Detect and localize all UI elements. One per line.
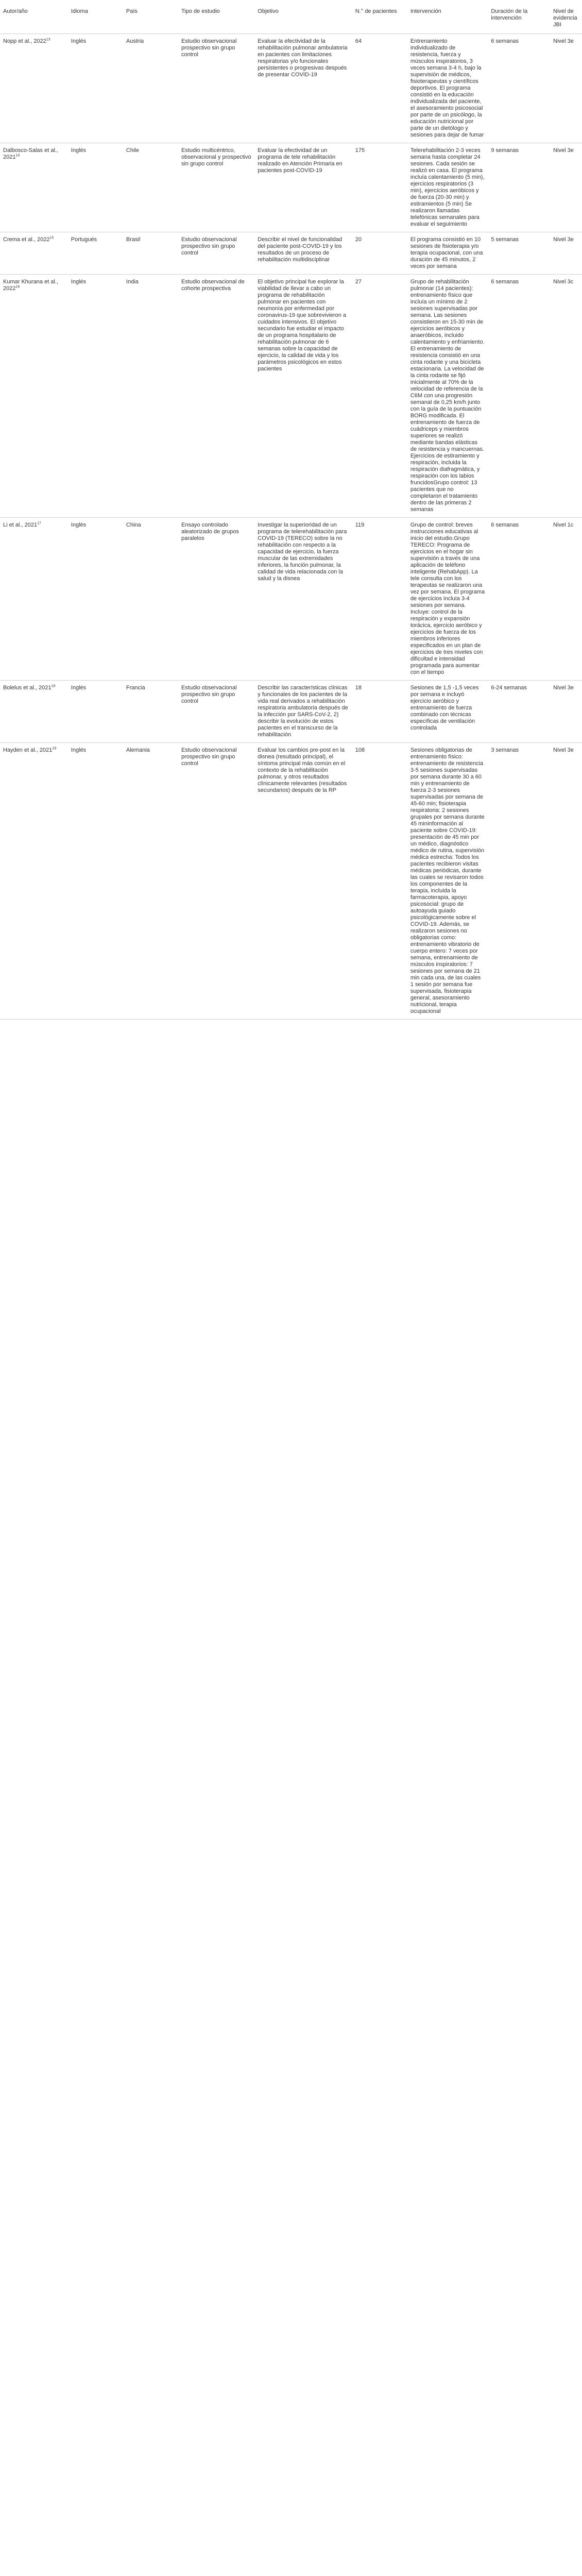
cell-objective: Evaluar la efectividad de un programa de tele rehabilitación realizado en Atención Primaria en pacientes post-COVID-19 xyxy=(258,147,343,174)
cell-patients: 18 xyxy=(355,685,362,691)
cell-country: India xyxy=(126,279,139,285)
header-patients: N.° de pacientes xyxy=(355,8,397,14)
cell-country: China xyxy=(126,522,141,528)
cell-duration: 5 semanas xyxy=(491,236,519,243)
cell-intervention: Grupo de rehabilitación pulmonar (14 pacientes): entrenamiento físico que incluía un mínimo de 2 sesiones supervisadas por semana. Las sesiones consistieron en 15-30 min de ejercicios aeróbicos y anaeróbicos, incluido calentamiento y enfriamiento. El entrenamiento de resistencia consistió en una cinta rodante y una bicicleta estacionaria. La velocidad de la cinta rodante se fijó inicialmente al 70% de la velocidad de referencia de la C6M con una progresión semanal de 0,25 km/h junto con la guía de la puntuación BORG modificada. El entrenamiento de fuerza de cuádriceps y miembros superiores se realizó mediante bandas elásticas de resistencia y mancuernas. Ejercicios de estiramiento y respiración, incluida la respiración diafragmática, y respiración con los labios fruncidosGrupo control: 13 pacientes que no completaron el tratamiento dentro de las primeras 2 semanas xyxy=(410,279,485,513)
cell-patients: 108 xyxy=(355,747,365,753)
table-row xyxy=(0,681,582,743)
reference-number: 13 xyxy=(46,38,50,42)
cell-intervention: El programa consistió en 10 sesiones de fisioterapia y/o terapia ocupacional, con una duración de 45 minutos, 2 veces por semana xyxy=(410,236,483,269)
cell-country: Austria xyxy=(126,38,144,44)
author-name: Kumar Khurana et al., 2022 xyxy=(3,279,59,292)
cell-patients: 175 xyxy=(355,147,365,154)
cell-study-type: Estudio observacional prospectivo sin grupo control xyxy=(181,38,237,58)
cell-study-type: Estudio observacional prospectivo sin grupo control xyxy=(181,236,237,256)
cell-evidence-level: Nivel 3e xyxy=(553,147,574,154)
cell-evidence-level: Nivel 3c xyxy=(553,279,574,285)
cell-author xyxy=(0,232,68,275)
table-row xyxy=(0,232,582,275)
header-language: Idioma xyxy=(71,8,88,14)
cell-country: Chile xyxy=(126,147,139,154)
cell-intervention: Sesiones de 1,5 -1,5 veces por semana e incluyó ejercicio aeróbico y entrenamiento de fuerza combinado con técnicas específicas de ventilación controlada xyxy=(410,685,479,731)
cell-author xyxy=(0,34,68,143)
cell-author xyxy=(0,143,68,232)
studies-table xyxy=(0,0,582,1020)
table-row xyxy=(0,518,582,681)
cell-duration: 3 semanas xyxy=(491,747,519,753)
cell-evidence-level: Nivel 1c xyxy=(553,522,574,528)
header-duration: Duración de la intervención xyxy=(491,8,528,21)
cell-author xyxy=(0,743,68,1020)
author-name: Nopp et al., 2022 xyxy=(3,38,46,44)
cell-language: Inglés xyxy=(71,747,87,753)
reference-number: 16 xyxy=(15,285,20,289)
header-intervention: Intervención xyxy=(410,8,441,14)
header-objective: Objetivo xyxy=(258,8,279,14)
cell-objective: Evaluar los cambios pre-post en la disnea (resultado principal), el síntoma principal más común en el contexto de la rehabilitación pulmonar, y otros resultados clínicamente relevantes (resultados secundarios) después de la RP xyxy=(258,747,347,793)
header-author: Autor/año xyxy=(3,8,28,14)
cell-intervention: Entrenamiento individualizado de resistencia, fuerza y músculos inspiratorios, 3 veces semana 3-4 h, bajo la supervisión de médicos, fisioterapeutas y científicos deportivos. El programa consistió en la educación individualizada del paciente, el asesoramiento psicosocial por parte de un psicólogo, la educación nutricional por parte de un dietólogo y sesiones para dejar de fumar xyxy=(410,38,484,138)
reference-number: 15 xyxy=(49,236,54,240)
reference-number: 18 xyxy=(51,684,56,688)
cell-duration: 6-24 semanas xyxy=(491,685,527,691)
author-name: Bolelus et al., 2021 xyxy=(3,685,52,691)
cell-study-type: Estudio observacional prospectivo sin grupo control xyxy=(181,747,237,767)
author-name: Hayden et al., 2021 xyxy=(3,747,53,753)
cell-patients: 119 xyxy=(355,522,365,528)
cell-author xyxy=(0,518,68,681)
reference-number: 19 xyxy=(52,747,57,751)
cell-study-type: Estudio observacional de cohorte prospectiva xyxy=(181,279,245,292)
cell-country: Alemania xyxy=(126,747,150,753)
cell-objective: Describir el nivel de funcionalidad del paciente post-COVID-19 y los resultados de un proceso de rehabilitación multidisciplinar xyxy=(258,236,343,263)
cell-duration: 6 semanas xyxy=(491,38,519,44)
cell-study-type: Estudio observacional prospectivo sin grupo control xyxy=(181,685,237,704)
cell-author xyxy=(0,275,68,518)
cell-objective: Investigar la superioridad de un programa de telerehabilitación para COVID-19 (TERECO) sobre la no rehabilitación con respecto a la capacidad de ejercicio, la fuerza muscular de las extremidades inferiores, la función pulmonar, la calidad de vida relacionada con la salud y la disnea xyxy=(258,522,347,582)
header-study-type: Tipo de estudio xyxy=(181,8,220,14)
cell-intervention: Sesiones obligatorias de entrenamiento físico: entrenamiento de resistencia 3-5 sesiones supervisadas por semana durante 30 a 60 min y entrenamiento de fuerza 2-3 sesiones supervisadas por semana de 45-60 min; fisioterapia respiratoria: 2 sesiones grupales por semana durante 45 minInformación al paciente sobre COVID-19: presentación de 45 min por un médico, diagnóstico médico de rutina, supervisión médica estrecha: Todos los pacientes recibieron visitas médicas periódicas, durante las cuales se revisaron todos los componentes de la terapia, incluida la farmacoterapia, apoyo psicosocial: grupo de autoayuda guiado psicológicamente sobre el COVID-19. Además, se realizaron sesiones no obligatorias como: entrenamiento vibratorio de cuerpo entero: 7 veces por semana, entrenamiento de músculos inspiratorios: 7 sesiones por semana de 21 min cada una, de las cuales 1 sesión por semana fue supervisada, fisioterapia general, asesoramiento nutricional, terapia ocupacional xyxy=(410,747,485,1014)
cell-language: Inglés xyxy=(71,685,87,691)
cell-duration: 6 semanas xyxy=(491,522,519,528)
cell-author xyxy=(0,681,68,743)
header-country: País xyxy=(126,8,138,14)
cell-language: Portugués xyxy=(71,236,97,243)
cell-evidence-level: Nivel 3e xyxy=(553,38,574,44)
cell-patients: 27 xyxy=(355,279,362,285)
cell-study-type: Ensayo controlado aleatorizado de grupos paralelos xyxy=(181,522,239,541)
cell-language: Inglés xyxy=(71,279,87,285)
cell-objective: Describir las características clínicas y funcionales de los pacientes de la vida real derivados a rehabilitación respiratoria ambulatoria después de la infección por SARS-CoV-2, 2) describir la evolución de estos pacientes en el transcurso de la rehabilitación xyxy=(258,685,348,738)
cell-intervention: Grupo de control: breves instrucciones educativas al inicio del estudio.Grupo TERECO: Programa de ejercicios en el hogar sin supervisión a través de una aplicación de teléfono inteligente (RehabApp). La tele consulta con los terapeutas se realizaron una vez por semana. El programa de ejercicios incluía 3-4 sesiones por semana. Incluye: control de la respiración y expansión torácica, ejercicio aeróbico y ejercicios de fuerza de los miembros inferiores especificados en un plan de ejercicios de tres niveles con dificultad e intensidad programada para aumentar con el tiempo xyxy=(410,522,485,675)
table-row xyxy=(0,743,582,1020)
cell-patients: 20 xyxy=(355,236,362,243)
cell-study-type: Estudio multicéntrico, observacional y prospectivo sin grupo control xyxy=(181,147,251,167)
cell-duration: 6 semanas xyxy=(491,279,519,285)
cell-country: Brasil xyxy=(126,236,141,243)
reference-number: 14 xyxy=(15,154,20,158)
cell-country: Francia xyxy=(126,685,145,691)
cell-evidence-level: Nivel 3e xyxy=(553,747,574,753)
cell-evidence-level: Nivel 3e xyxy=(553,236,574,243)
cell-objective: Evaluar la efectividad de la rehabilitación pulmonar ambulatoria en pacientes con limitaciones respiratorias y/o funcionales persistentes o progresivas después de presentar COVID-19 xyxy=(258,38,348,78)
cell-duration: 9 semanas xyxy=(491,147,519,154)
cell-language: Inglés xyxy=(71,147,87,154)
cell-language: Inglés xyxy=(71,38,87,44)
header-evidence-level: Nivel de evidencia JBI xyxy=(553,8,577,28)
header-row xyxy=(0,0,582,34)
cell-evidence-level: Nivel 3e xyxy=(553,685,574,691)
table-row xyxy=(0,34,582,143)
cell-patients: 64 xyxy=(355,38,362,44)
author-name: Dalbosco-Salas et al., 2021 xyxy=(3,147,58,160)
cell-language: Inglés xyxy=(71,522,87,528)
reference-number: 17 xyxy=(37,521,41,526)
cell-intervention: Telerehabilitación 2-3 veces semana hasta completar 24 sesiones. Cada sesión se realizó en casa. El programa incluía calentamiento (5 min), ejercicios respiratorios (3 min), ejercicios aeróbicos y de fuerza (20-30 min) y estiramientos (5 min) Se realizaron llamadas telefónicas semanales para evaluar el seguimiento xyxy=(410,147,485,227)
author-name: Crema et al., 2022 xyxy=(3,236,50,243)
cell-objective: El objetivo principal fue explorar la viabilidad de llevar a cabo un programa de rehabilitación pulmonar en pacientes con neumonía por enfermedad por coronavirus-19 que sobrevivieron a cuidados intensivos. El objetivo secundario fue estudiar el impacto de un programa hospitalario de rehabilitación pulmonar de 6 semanas sobre la capacidad de ejercicio, la calidad de vida y los parámetros psicológicos en estos pacientes xyxy=(258,279,347,372)
author-name: Li et al., 2021 xyxy=(3,522,38,528)
table-row xyxy=(0,143,582,232)
table-row xyxy=(0,275,582,518)
